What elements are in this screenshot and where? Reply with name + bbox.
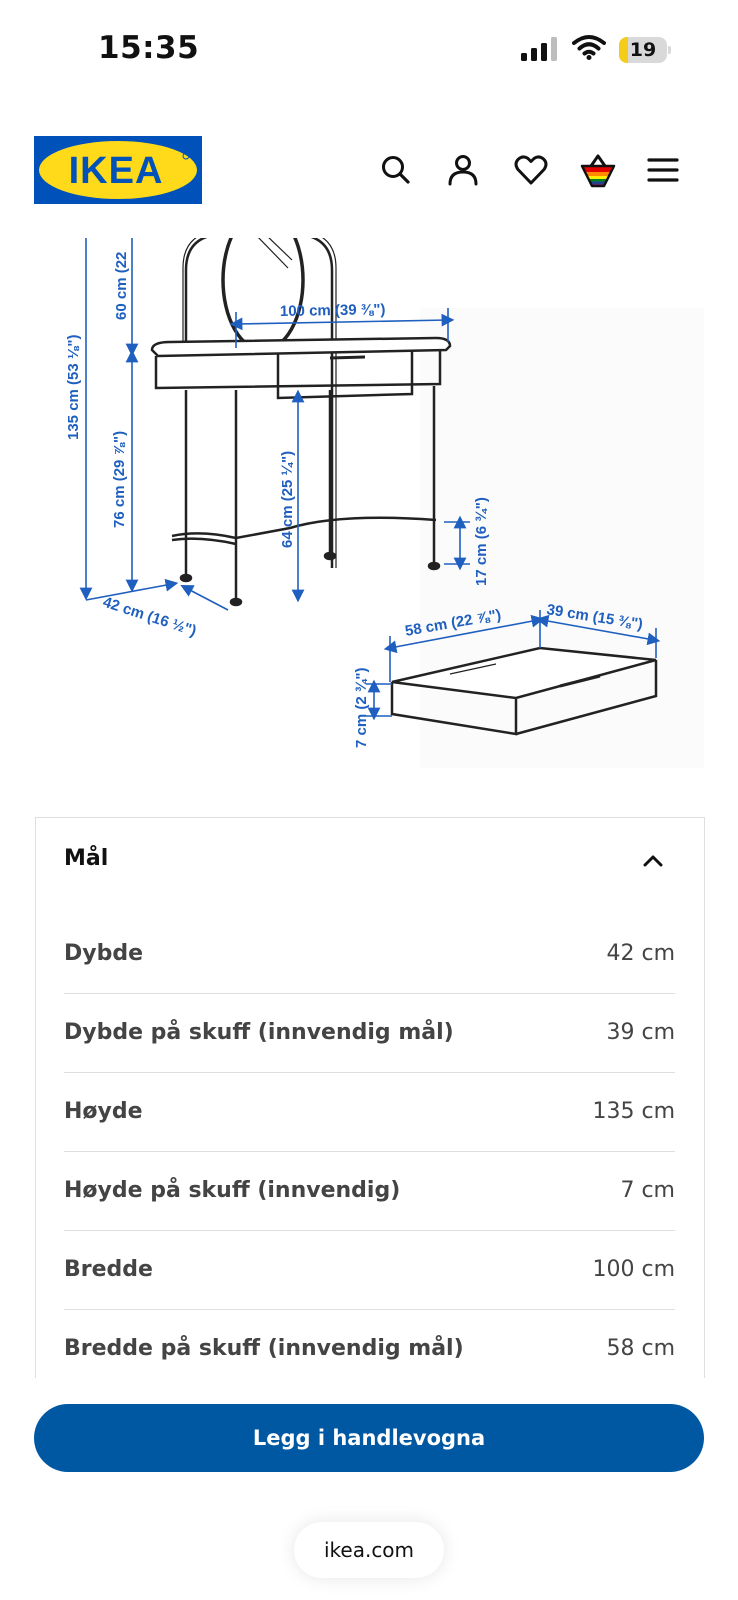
search-icon[interactable] [376, 150, 416, 190]
dimension-row [64, 1230, 675, 1310]
dim-label-rail-height: 17 cm (6 ¾") [473, 497, 490, 586]
dimension-label: Høyde [64, 1099, 143, 1124]
product-dimension-drawing [40, 238, 704, 778]
heart-icon[interactable] [511, 150, 551, 190]
dimension-label: Dybde [64, 941, 144, 966]
status-time: 15:35 [98, 30, 200, 66]
dim-label-drawer-width: 58 cm (22 ⅞") [403, 606, 503, 640]
battery-tip [668, 46, 671, 54]
dim-label-width: 100 cm (39 ⅜") [279, 301, 386, 320]
dim-label-top-height: 60 cm (22 [113, 251, 130, 320]
dimensions-accordion-header[interactable] [36, 818, 704, 904]
dimension-value: 135 cm [592, 1099, 675, 1124]
menu-icon[interactable] [645, 150, 685, 190]
dimension-row [64, 993, 675, 1073]
dimensions-title: Mål [64, 846, 109, 871]
dimension-label: Høyde på skuff (innvendig) [64, 1178, 401, 1203]
dim-label-total-height: 135 cm (53 ⅛") [65, 334, 82, 440]
battery-icon [619, 37, 671, 63]
account-icon[interactable] [443, 150, 483, 190]
dimension-label: Dybde på skuff (innvendig mål) [64, 1020, 454, 1045]
dim-label-table-height: 76 cm (29 ⅞") [111, 430, 128, 528]
site-header [0, 130, 738, 210]
dimension-value: 7 cm [620, 1178, 675, 1203]
dimension-row [64, 914, 675, 994]
dimension-row [64, 1072, 675, 1152]
status-bar [0, 0, 738, 100]
basket-icon[interactable] [578, 150, 618, 190]
dimension-value: 100 cm [592, 1257, 675, 1282]
battery-level: 19 [629, 39, 657, 61]
dim-label-drawer-height: 7 cm (2 ¾") [353, 667, 370, 748]
wifi-icon [572, 34, 606, 60]
dim-label-under-drawer: 64 cm (25 ¼") [279, 450, 296, 548]
ikea-logo[interactable] [34, 136, 202, 204]
dim-label-drawer-depth: 39 cm (15 ⅜") [545, 601, 645, 634]
dimension-value: 42 cm [606, 941, 675, 966]
dimension-value: 58 cm [606, 1336, 675, 1361]
add-to-cart-button[interactable]: Legg i handlevogna [34, 1404, 704, 1472]
dimension-row [64, 1151, 675, 1231]
dimension-illustration [40, 238, 704, 778]
dimensions-section [35, 817, 705, 1378]
battery-body [619, 37, 667, 63]
dim-label-depth: 42 cm (16 ½") [100, 593, 199, 640]
dimension-row [64, 1309, 675, 1378]
cellular-signal-icon [521, 37, 559, 61]
browser-url-bar[interactable]: ikea.com [294, 1522, 444, 1578]
dimension-value: 39 cm [606, 1020, 675, 1045]
dimension-label: Bredde på skuff (innvendig mål) [64, 1336, 464, 1361]
chevron-up-icon[interactable] [641, 852, 665, 870]
logo-text: IKEA [68, 150, 164, 192]
dimension-label: Bredde [64, 1257, 153, 1282]
